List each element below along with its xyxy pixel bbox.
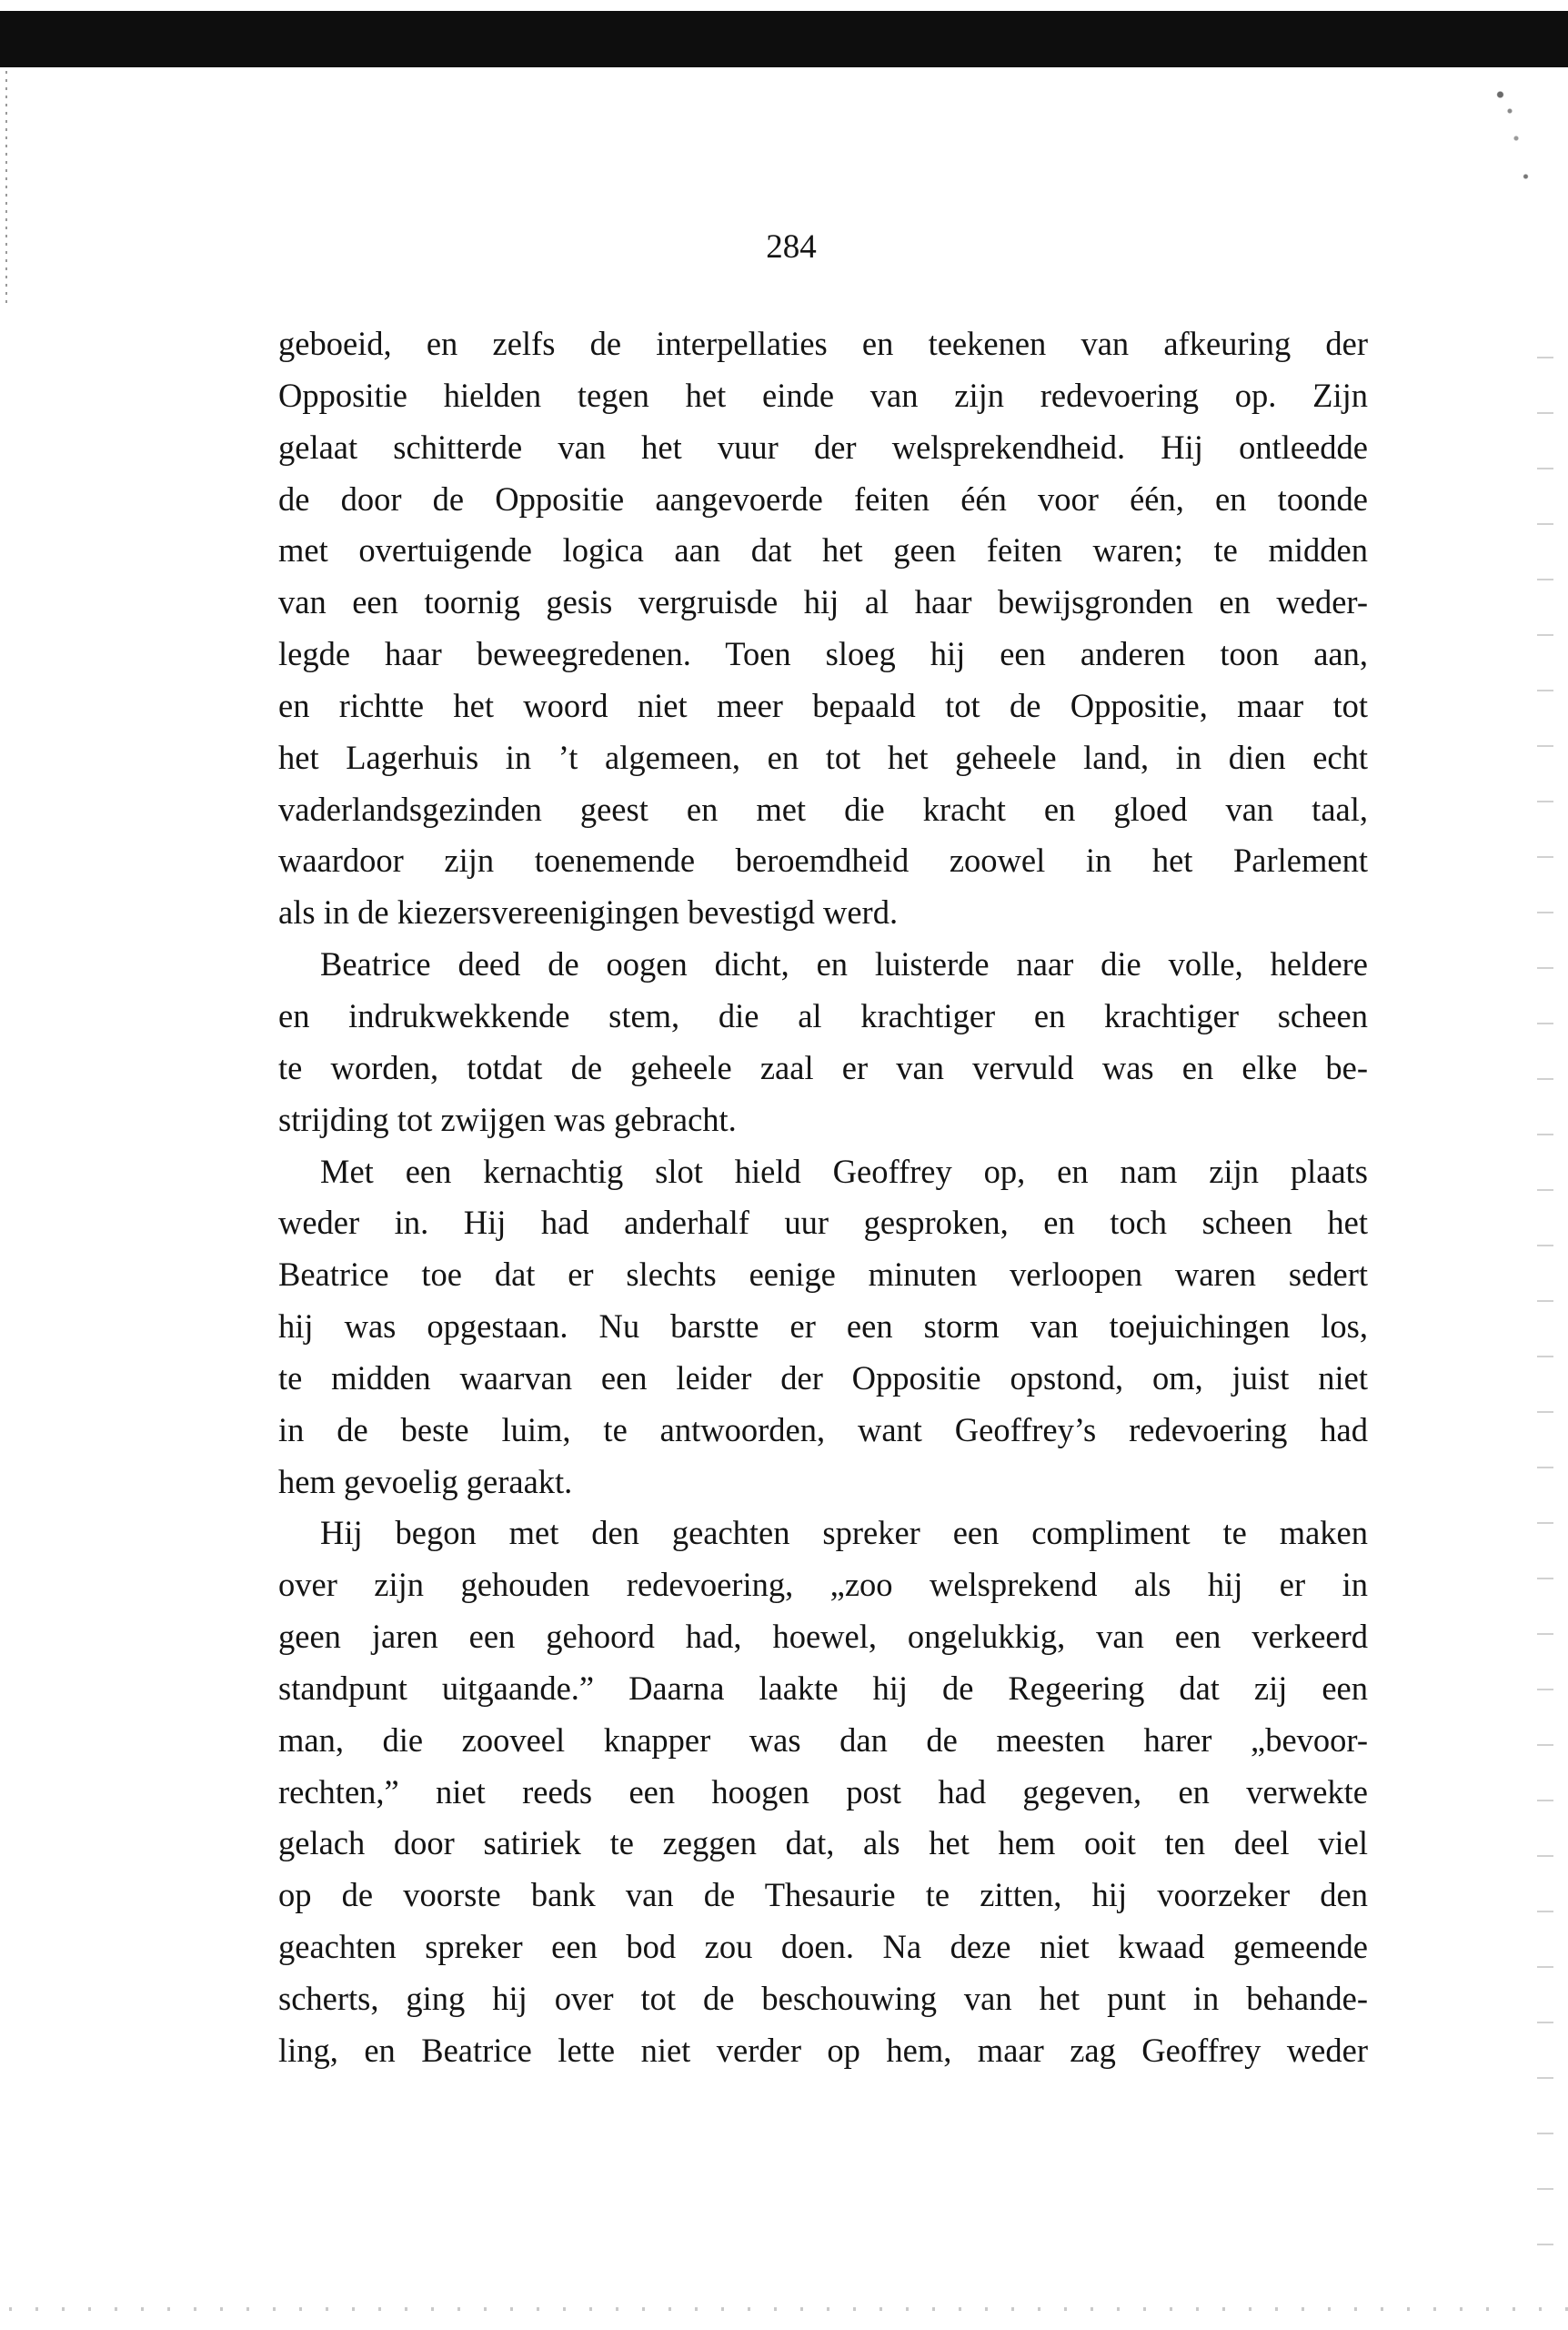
text-line: vaderlandsgezinden geest en met die kracht en gloed van taal, [278, 790, 1368, 828]
text-line: over zijn gehouden redevoering, „zoo welsprekend als hij er in [278, 1566, 1368, 1604]
text-line: weder in. Hij had anderhalf uur gesproken, en toch scheen het [278, 1204, 1368, 1242]
text-line: gelach door satiriek te zeggen dat, als het hem ooit ten deel viel [278, 1824, 1368, 1862]
body-text [278, 318, 1368, 2077]
text-line: hij was opgestaan. Nu barstte er een storm van toejuichingen los, [278, 1307, 1368, 1346]
scan-top-border [0, 11, 1568, 67]
text-line: man, die zooveel knapper was dan de meesten harer „bevoor- [278, 1720, 1368, 1759]
text-line: strijding tot zwijgen was gebracht. [278, 1100, 737, 1138]
text-line: Beatrice deed de oogen dicht, en luisterde naar die volle, heldere [320, 945, 1368, 983]
text-line: Beatrice toe dat er slechts eenige minuten verloopen waren sedert [278, 1256, 1368, 1294]
scan-left-edge [5, 71, 7, 308]
paragraph [278, 939, 1368, 1145]
text-line: op de voorste bank van de Thesaurie te zitten, hij voorzeker den [278, 1876, 1368, 1914]
text-line: waardoor zijn toenemende beroemdheid zoowel in het Parlement [278, 842, 1368, 880]
text-line: ling, en Beatrice lette niet verder op hem, maar zag Geoffrey weder [278, 2031, 1368, 2069]
text-line: als in de kiezersvereenigingen bevestigd werd. [278, 893, 899, 932]
paragraph [278, 318, 1368, 939]
text-line: scherts, ging hij over tot de beschouwing van het punt in behande- [278, 1980, 1368, 2017]
text-line: in de beste luim, te antwoorden, want Geoffrey’s redevoering had [278, 1410, 1368, 1448]
text-line: geachten spreker een bod zou doen. Na deze niet kwaad gemeende [278, 1928, 1368, 1966]
text-line: te worden, totdat de geheele zaal er van vervuld was en elke be- [278, 1048, 1368, 1086]
scan-corner-specks [1472, 73, 1535, 182]
scan-right-margin-specks [1537, 337, 1553, 2293]
scan-bottom-specks [0, 2307, 1568, 2311]
text-line: met overtuigende logica aan dat het geen feiten waren; te midden [278, 531, 1368, 570]
paragraph [278, 1146, 1368, 1508]
text-line: het Lagerhuis in ’t algemeen, en tot het geheele land, in dien echt [278, 738, 1368, 776]
text-line: en indrukwekkende stem, die al krachtiger en krachtiger scheen [278, 996, 1368, 1034]
text-line: geboeid, en zelfs de interpellaties en teekenen van afkeuring der [278, 325, 1368, 362]
text-line: rechten,” niet reeds een hoogen post had gegeven, en verwekte [278, 1772, 1368, 1811]
page-number: 284 [766, 228, 817, 266]
text-line: van een toornig gesis vergruisde hij al haar bewijsgronden en weder- [278, 583, 1368, 621]
text-line: gelaat schitterde van het vuur der welsprekendheid. Hij ontleedde [278, 428, 1368, 466]
text-line: Oppositie hielden tegen het einde van zijn redevoering op. Zijn [278, 376, 1368, 414]
text-line: de door de Oppositie aangevoerde feiten één voor één, en toonde [278, 479, 1368, 518]
text-line: Met een kernachtig slot hield Geoffrey op, en nam zijn plaats [320, 1152, 1368, 1190]
text-line: hem gevoelig geraakt. [278, 1462, 573, 1500]
text-line: en richtte het woord niet meer bepaald tot de Oppositie, maar tot [278, 686, 1368, 724]
text-line: Hij begon met den geachten spreker een compliment te maken [320, 1514, 1368, 1552]
text-line: legde haar beweegredenen. Toen sloeg hij een anderen toon aan, [278, 635, 1368, 673]
paragraph [278, 1508, 1368, 2076]
text-line: geen jaren een gehoord had, hoewel, ongelukkig, van een verkeerd [278, 1618, 1368, 1656]
text-line: standpunt uitgaande.” Daarna laakte hij de Regeering dat zij een [278, 1669, 1368, 1707]
text-line: te midden waarvan een leider der Oppositie opstond, om, juist niet [278, 1358, 1368, 1397]
